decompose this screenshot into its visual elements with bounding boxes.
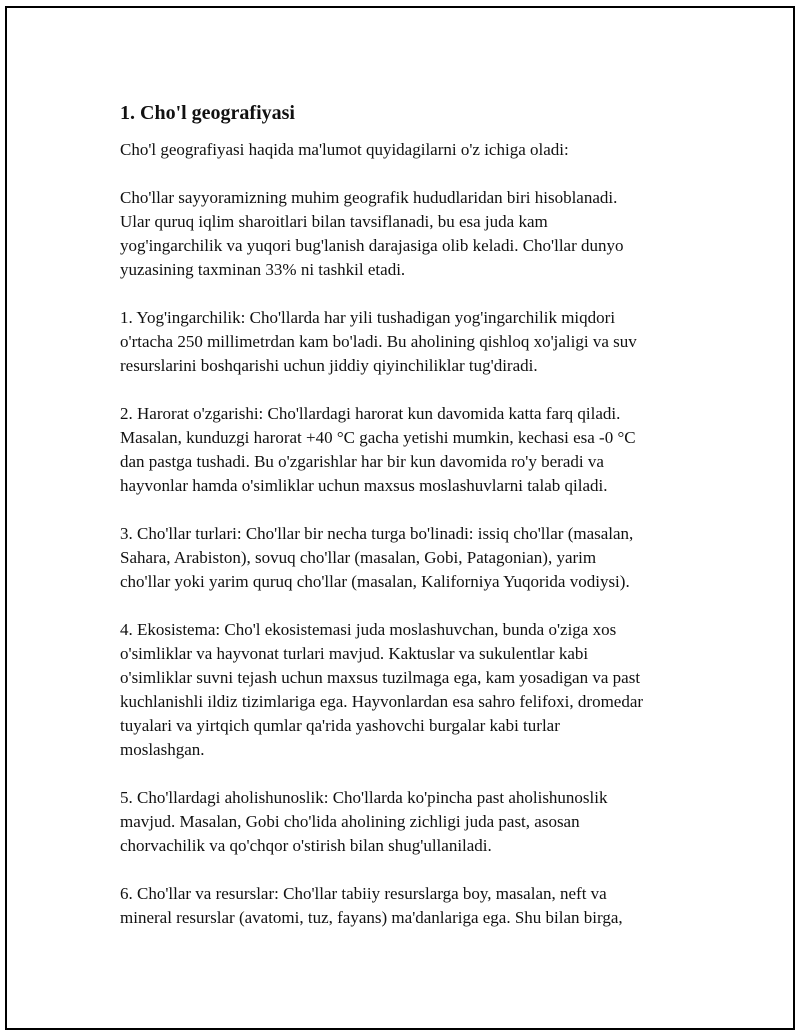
text-line: dan pastga tushadi. Bu o'zgarishlar har bir kun davomida ro'y beradi va <box>120 452 604 471</box>
temperature-paragraph <box>120 402 700 498</box>
text-line: Ular quruq iqlim sharoitlari bilan tavsiflanadi, bu esa juda kam <box>120 212 548 231</box>
text-line: Cho'l geografiyasi haqida ma'lumot quyidagilarni o'z ichiga oladi: <box>120 140 569 159</box>
text-line: mavjud. Masalan, Gobi cho'lida aholining zichligi juda past, asosan <box>120 812 580 831</box>
text-line: tuyalari va yirtqich qumlar qa'rida yashovchi burgalar kabi turlar <box>120 716 560 735</box>
text-line: yog'ingarchilik va yuqori bug'lanish darajasiga olib keladi. Cho'llar dunyo <box>120 236 624 255</box>
text-line: mineral resurslar (avatomi, tuz, fayans) ma'danlariga ega. Shu bilan birga, <box>120 908 623 927</box>
text-line: cho'llar yoki yarim quruq cho'llar (masalan, Kaliforniya Yuqorida vodiysi). <box>120 572 630 591</box>
precipitation-paragraph <box>120 306 700 378</box>
overview-paragraph <box>120 186 700 282</box>
text-line: 5. Cho'llardagi aholishunoslik: Cho'llarda ko'pincha past aholishunoslik <box>120 788 608 807</box>
text-line: kuchlanishli ildiz tizimlariga ega. Hayvonlardan esa sahro felifoxi, dromedar <box>120 692 644 711</box>
text-line: o'simliklar va hayvonat turlari mavjud. Kaktuslar va sukulentlar kabi <box>120 644 589 663</box>
text-line: o'simliklar suvni tejash uchun maxsus tuzilmaga ega, kam yosadigan va past <box>120 668 641 687</box>
document-body <box>120 100 700 930</box>
text-line: 1. Yog'ingarchilik: Cho'llarda har yili tushadigan yog'ingarchilik miqdori <box>120 308 616 327</box>
text-line: 4. Ekosistema: Cho'l ekosistemasi juda moslashuvchan, bunda o'ziga xos <box>120 620 617 639</box>
population-paragraph <box>120 786 700 858</box>
text-line: Sahara, Arabiston), sovuq cho'llar (masalan, Gobi, Patagonian), yarim <box>120 548 597 567</box>
text-line: Cho'llar sayyoramizning muhim geografik hududlaridan biri hisoblanadi. <box>120 188 618 207</box>
document-title: 1. Cho'l geografiyasi <box>120 102 295 124</box>
text-line: o'rtacha 250 millimetrdan kam bo'ladi. Bu aholining qishloq xo'jaligi va suv <box>120 332 637 351</box>
intro-paragraph <box>120 138 700 162</box>
page-frame <box>5 6 795 1030</box>
text-line: 2. Harorat o'zgarishi: Cho'llardagi harorat kun davomida katta farq qiladi. <box>120 404 621 423</box>
text-line: chorvachilik va qo'chqor o'stirish bilan shug'ullaniladi. <box>120 836 492 855</box>
text-line: 3. Cho'llar turlari: Cho'llar bir necha turga bo'linadi: issiq cho'llar (masalan, <box>120 524 634 543</box>
resources-paragraph <box>120 882 700 930</box>
desert-types-paragraph <box>120 522 700 594</box>
text-line: hayvonlar hamda o'simliklar uchun maxsus moslashuvlarni talab qiladi. <box>120 476 608 495</box>
ecosystem-paragraph <box>120 618 700 762</box>
text-line: 6. Cho'llar va resurslar: Cho'llar tabiiy resurslarga boy, masalan, neft va <box>120 884 607 903</box>
text-line: moslashgan. <box>120 740 205 759</box>
text-line: resurslarini boshqarishi uchun jiddiy qiyinchiliklar tug'diradi. <box>120 356 538 375</box>
text-line: yuzasining taxminan 33% ni tashkil etadi. <box>120 260 406 279</box>
text-line: Masalan, kunduzgi harorat +40 °C gacha yetishi mumkin, kechasi esa -0 °C <box>120 428 636 447</box>
